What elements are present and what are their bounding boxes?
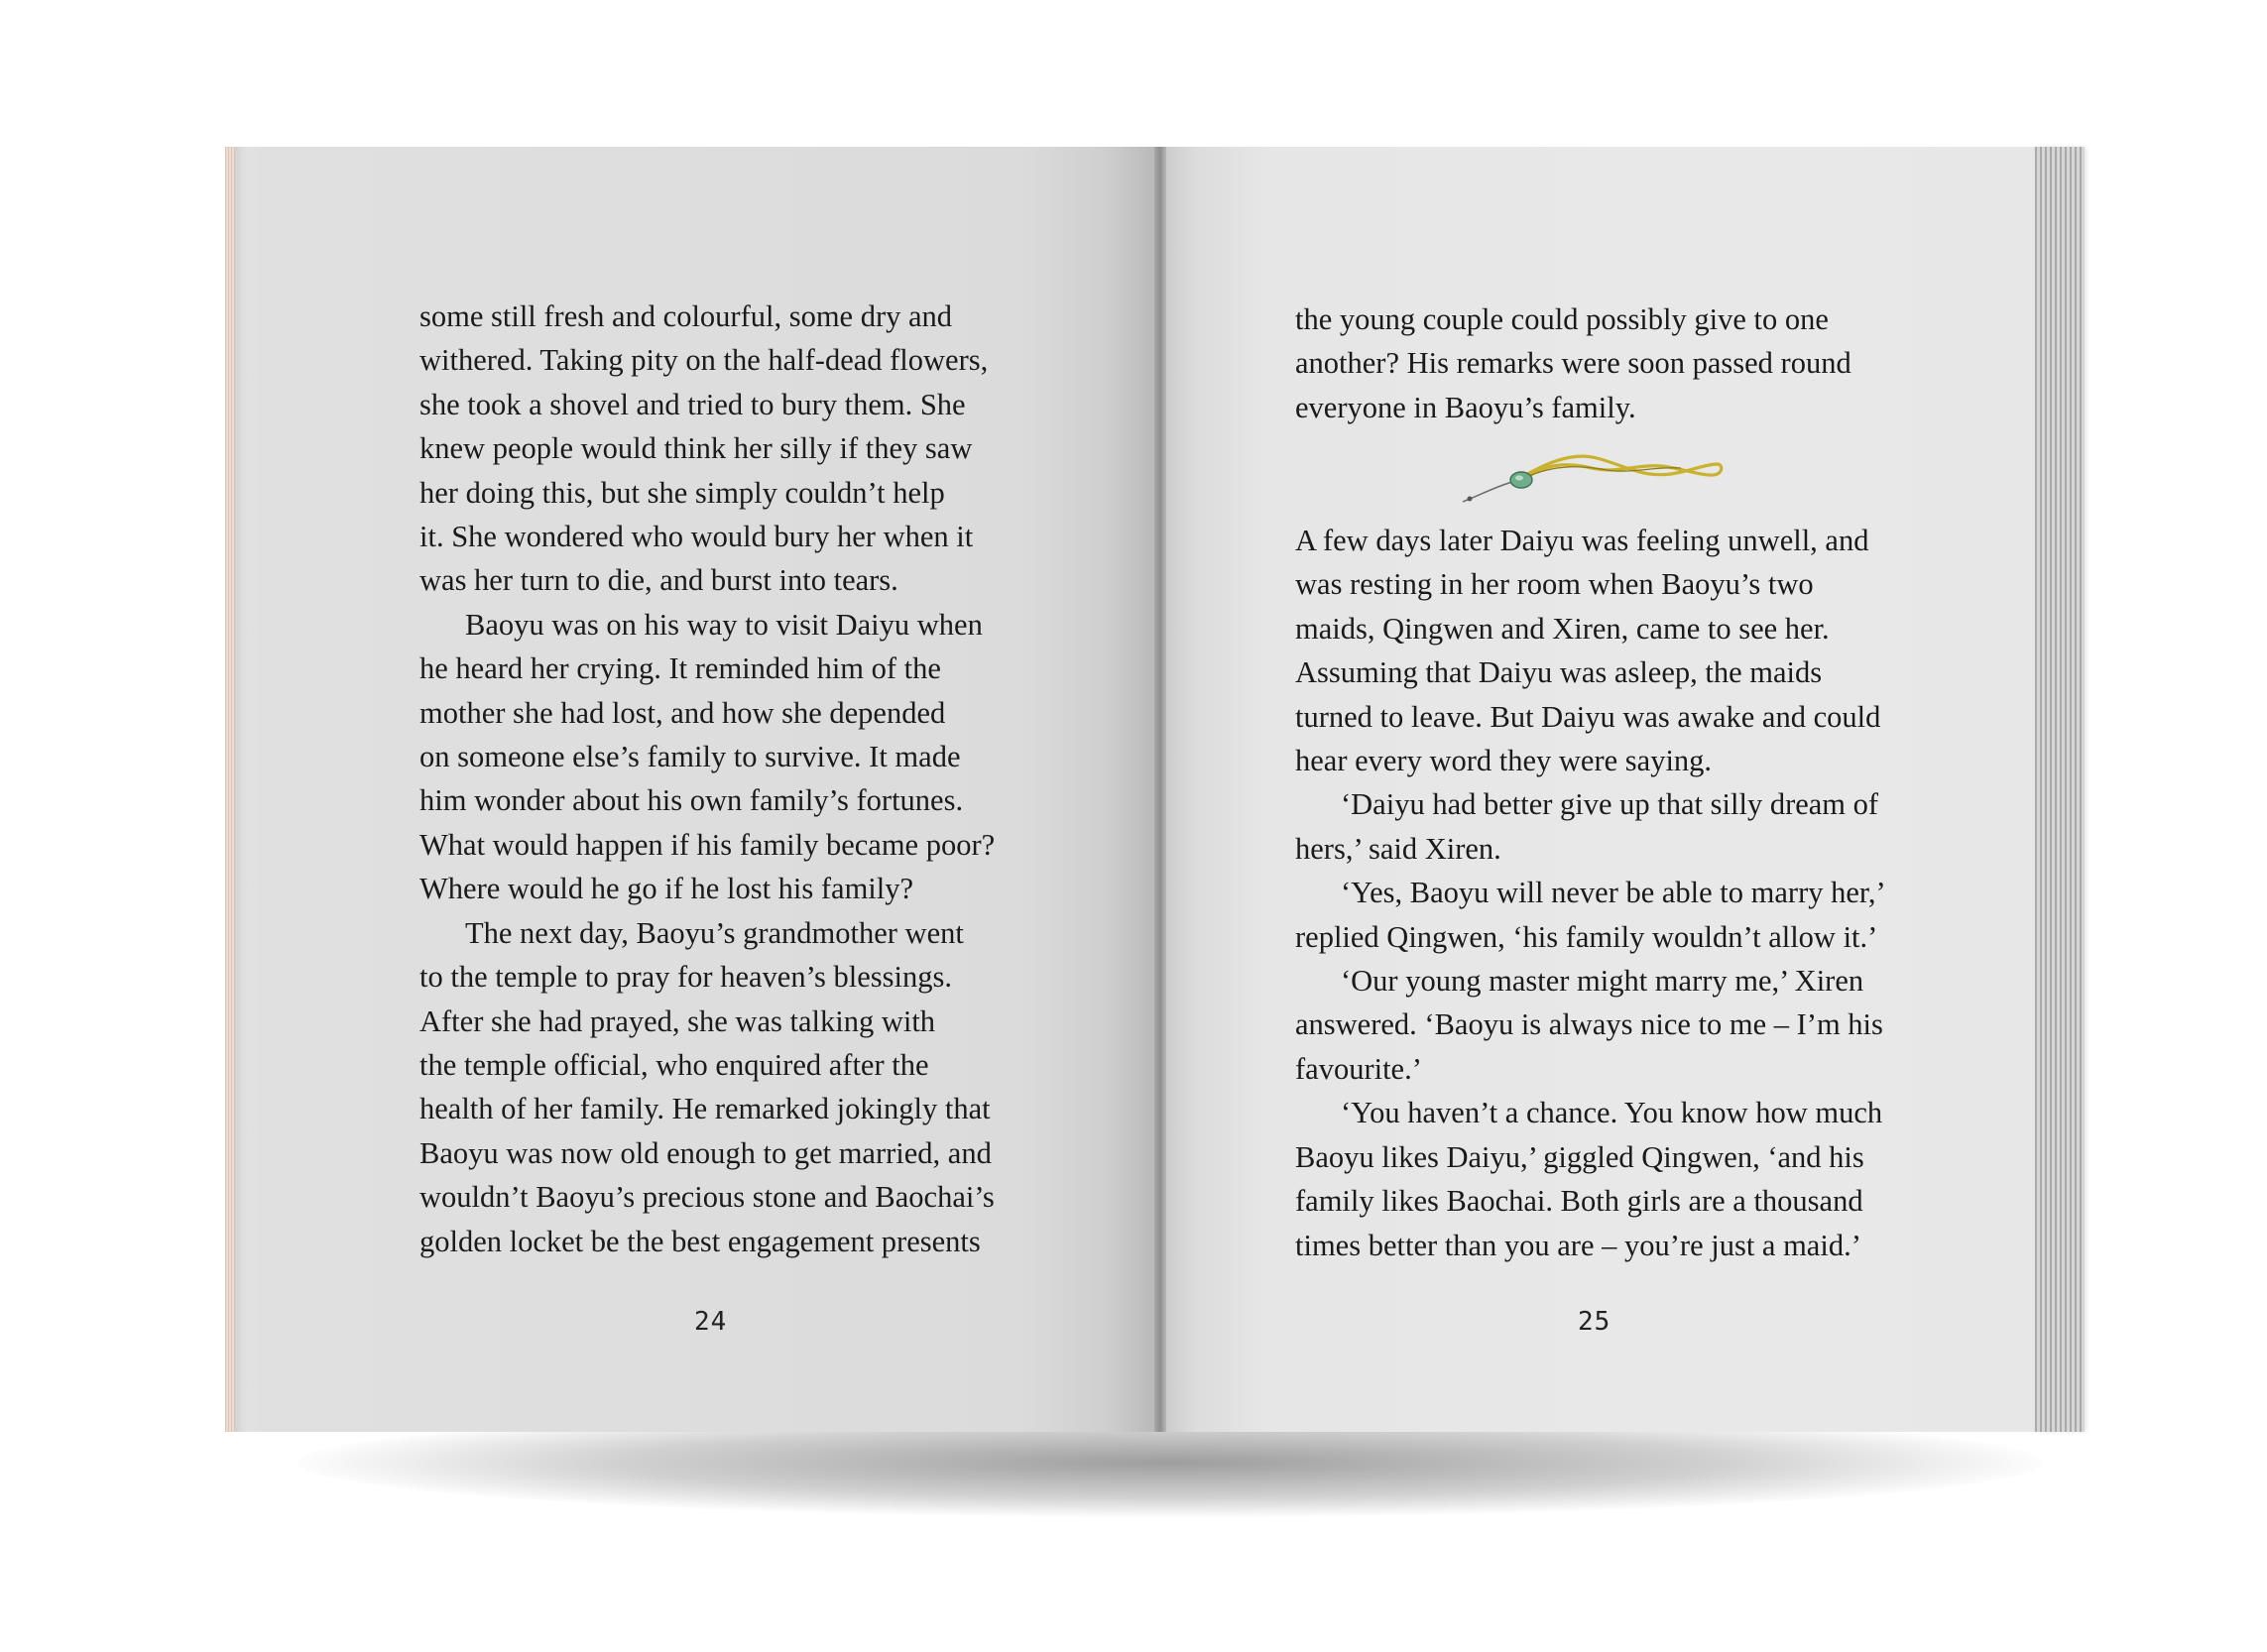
- text-line: hear every word they were saying.: [1295, 744, 1713, 778]
- text-line: What would happen if his family became poor?: [419, 827, 996, 862]
- text-line: times better than you are – you’re just a maid.’: [1295, 1228, 1861, 1262]
- text-line: health of her family. He remarked jokingly that: [419, 1092, 991, 1126]
- text-line: withered. Taking pity on the half-dead flowers,: [419, 343, 989, 378]
- paragraph-start-line: Baoyu was on his way to visit Daiyu when: [465, 607, 983, 642]
- text-line: him wonder about his own family’s fortunes.: [419, 783, 964, 818]
- text-line: another? His remarks were soon passed round: [1295, 346, 1851, 381]
- right-page-body-text-top: [1295, 297, 1900, 429]
- text-line: Baoyu likes Daiyu,’ giggled Qingwen, ‘and his: [1295, 1139, 1864, 1174]
- text-line: golden locket be the best engagement presents: [419, 1224, 981, 1258]
- paragraph-start-line: The next day, Baoyu’s grandmother went: [465, 915, 964, 950]
- text-line: Where would he go if he lost his family?: [419, 872, 914, 906]
- text-line: wouldn’t Baoyu’s precious stone and Baochai’s: [419, 1180, 995, 1215]
- text-line: he heard her crying. It reminded him of the: [419, 651, 941, 686]
- text-line: mother she had lost, and how she depended: [419, 695, 946, 730]
- left-page-body-text: [419, 295, 1014, 1263]
- text-line: some still fresh and colourful, some dry and: [419, 299, 953, 333]
- text-line: turned to leave. But Daiyu was awake and could: [1295, 699, 1881, 734]
- text-line: A few days later Daiyu was feeling unwell, and: [1295, 524, 1869, 557]
- text-line: Assuming that Daiyu was asleep, the maids: [1295, 655, 1823, 690]
- text-line: Baoyu was now old enough to get married, and: [419, 1135, 992, 1170]
- text-line: she took a shovel and tried to bury them. She: [419, 387, 966, 421]
- paragraph-start-line: ‘Yes, Baoyu will never be able to marry her,’: [1341, 876, 1886, 910]
- text-line: the temple official, who enquired after the: [419, 1047, 929, 1082]
- text-line: replied Qingwen, ‘his family wouldn’t allow it.’: [1295, 919, 1878, 954]
- paragraph-start-line: ‘Daiyu had better give up that silly dream of: [1341, 787, 1879, 822]
- text-line: was her turn to die, and burst into tears.: [419, 563, 898, 598]
- text-line: answered. ‘Baoyu is always nice to me – I’m his: [1295, 1007, 1883, 1042]
- text-line: to the temple to pray for heaven’s blessings.: [419, 960, 953, 995]
- text-line: everyone in Baoyu’s family.: [1295, 390, 1636, 424]
- text-line: it. She wondered who would bury her when it: [419, 520, 974, 554]
- book-gutter: [1154, 147, 1166, 1432]
- text-line: hers,’ said Xiren.: [1295, 831, 1501, 866]
- text-line: After she had prayed, she was talking with: [419, 1003, 936, 1038]
- text-line: knew people would think her silly if they saw: [419, 431, 973, 466]
- paragraph-start-line: ‘You haven’t a chance. You know how much: [1341, 1096, 1883, 1130]
- text-line: maids, Qingwen and Xiren, came to see her.: [1295, 611, 1830, 646]
- page-number-right: 25: [1578, 1307, 1611, 1337]
- text-line: favourite.’: [1295, 1051, 1422, 1086]
- text-line: family likes Baochai. Both girls are a thousand: [1295, 1184, 1863, 1219]
- text-line: on someone else’s family to survive. It made: [419, 740, 961, 774]
- right-page-body-text-bottom: [1295, 519, 1900, 1267]
- text-line: the young couple could possibly give to one: [1295, 302, 1829, 336]
- right-page-stack-edge: [2035, 147, 2085, 1432]
- left-page-stack-edge: [225, 147, 235, 1432]
- text-line: was resting in her room when Baoyu’s two: [1295, 567, 1814, 602]
- page-number-left: 24: [694, 1307, 728, 1337]
- paragraph-start-line: ‘Our young master might marry me,’ Xiren: [1341, 964, 1864, 999]
- text-line: her doing this, but she simply couldn’t help: [419, 475, 945, 510]
- jade-pendant-ribbon-icon: [1458, 444, 1726, 504]
